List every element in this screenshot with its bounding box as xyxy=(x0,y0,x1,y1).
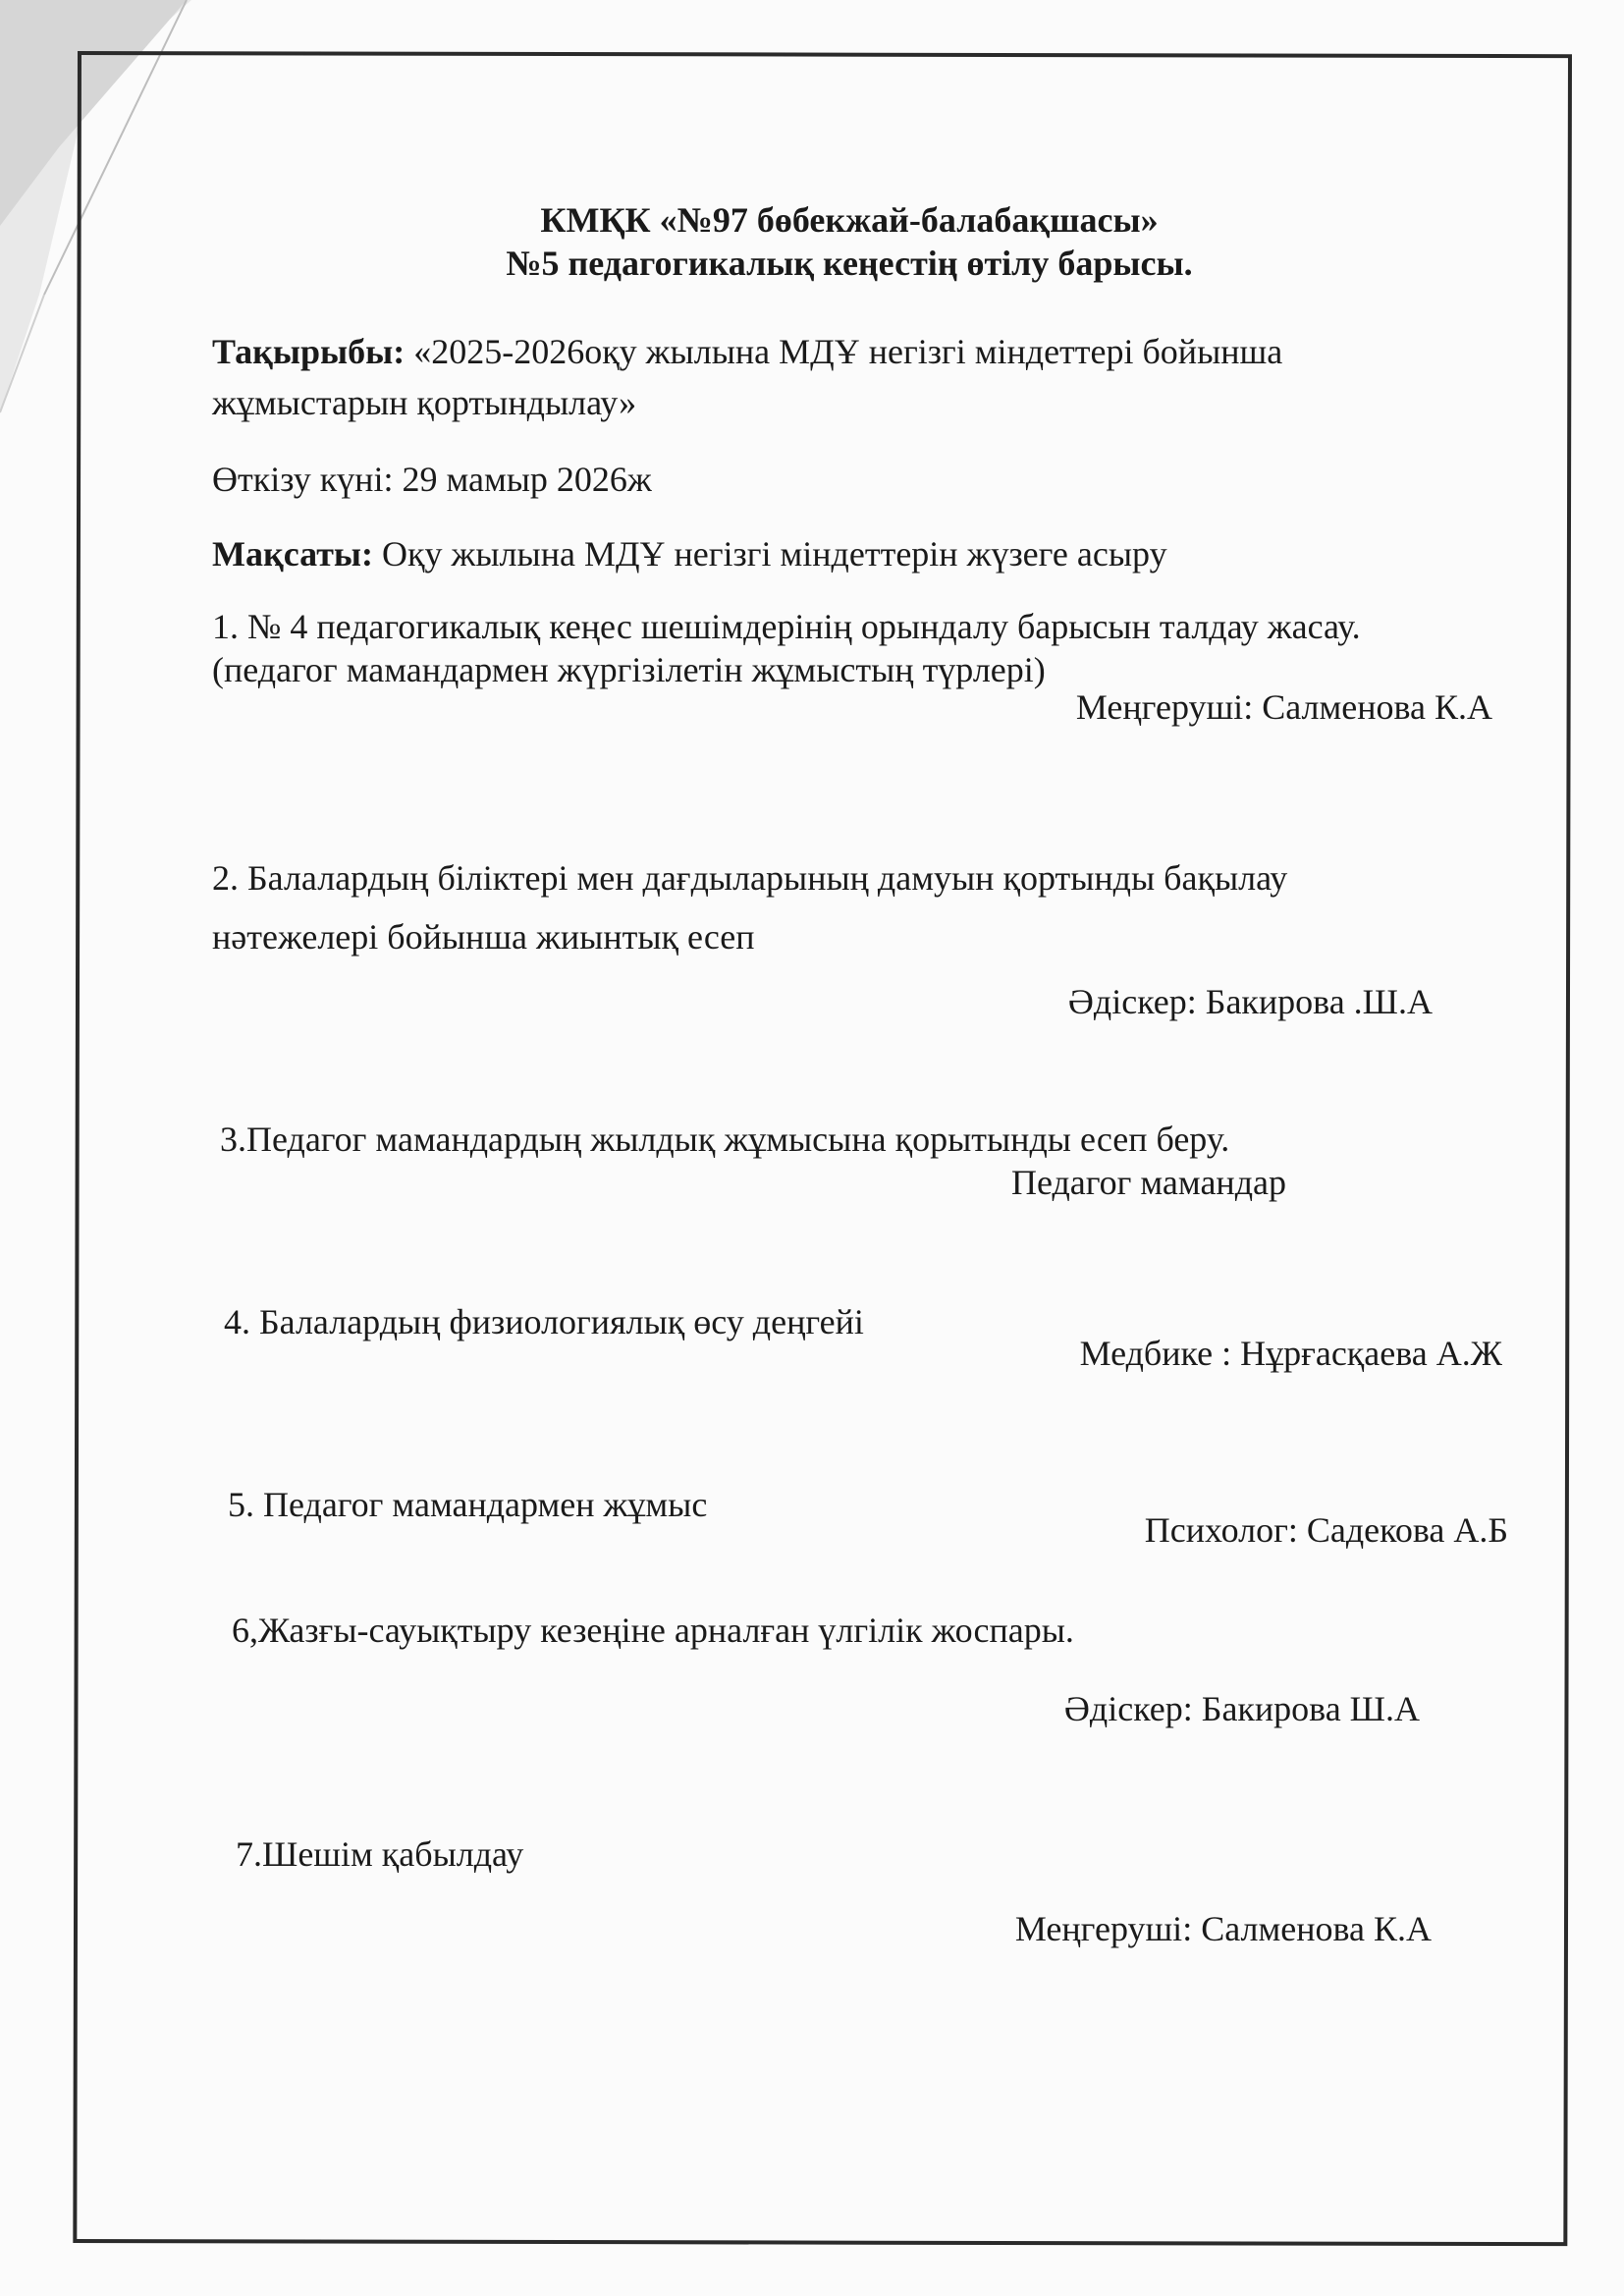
agenda-item-1-responsible: Меңгеруші: Салменова К.А xyxy=(1075,687,1492,727)
agenda-item-2-responsible: Әдіскер: Бакирова .Ш.А xyxy=(1067,982,1433,1021)
agenda-item-6-line1: 6,Жазғы-сауықтыру кезеңіне арналған үлгілік жоспары. xyxy=(232,1611,1074,1650)
topic-text-line2: жұмыстарын қортындылау» xyxy=(212,383,637,422)
agenda-item-2-line1: 2. Балалардың біліктері мен дағдыларының дамуын қортынды бақылау xyxy=(212,858,1288,898)
agenda-item-3-responsible: Педагог мамандар xyxy=(1010,1163,1286,1202)
goal-line xyxy=(212,536,1167,572)
agenda-item-3-line1: 3.Педагог мамандардың жылдық жұмысына қорытынды есеп беру. xyxy=(220,1120,1230,1159)
agenda-item-4-line1: 4. Балалардың физиологиялық өсу деңгейі xyxy=(224,1302,864,1341)
goal-label: Мақсаты: xyxy=(212,534,373,574)
agenda-item-2-line2: нәтежелері бойынша жиынтық есеп xyxy=(212,917,755,957)
topic-label: Тақырыбы: xyxy=(212,332,406,371)
agenda-item-5-responsible: Психолог: Садекова А.Б xyxy=(1144,1510,1508,1550)
date-line: Өткізу күні: 29 мамыр 2026ж xyxy=(212,460,652,499)
header-title-line2: №5 педагогикалық кеңестің өтілу барысы. xyxy=(506,244,1193,283)
agenda-item-7-responsible: Меңгеруші: Салменова К.А xyxy=(1014,1909,1432,1948)
agenda-item-6-responsible: Әдіскер: Бакирова Ш.А xyxy=(1063,1689,1420,1728)
agenda-item-5-line1: 5. Педагог мамандармен жұмыс xyxy=(228,1485,708,1524)
agenda-item-4-responsible: Медбике : Нұрғасқаева А.Ж xyxy=(1079,1334,1502,1373)
agenda-item-7-line1: 7.Шешім қабылдау xyxy=(236,1834,524,1874)
topic-line1 xyxy=(212,334,1282,369)
agenda-item-1-line2: (педагог мамандармен жүргізілетін жұмыстың түрлері) xyxy=(212,650,1046,689)
header-title-line1: КМҚК «№97 бөбекжай-балабақшасы» xyxy=(540,200,1159,240)
topic-text-line1: «2025-2026оқу жылына МДҰ негізгі міндеттері бойынша xyxy=(413,332,1283,371)
goal-text: Оқу жылына МДҰ негізгі міндеттерін жүзеге асыру xyxy=(382,534,1167,574)
agenda-item-1-line1: 1. № 4 педагогикалық кеңес шешімдерінің орындалу барысын талдау жасау. xyxy=(212,607,1361,646)
